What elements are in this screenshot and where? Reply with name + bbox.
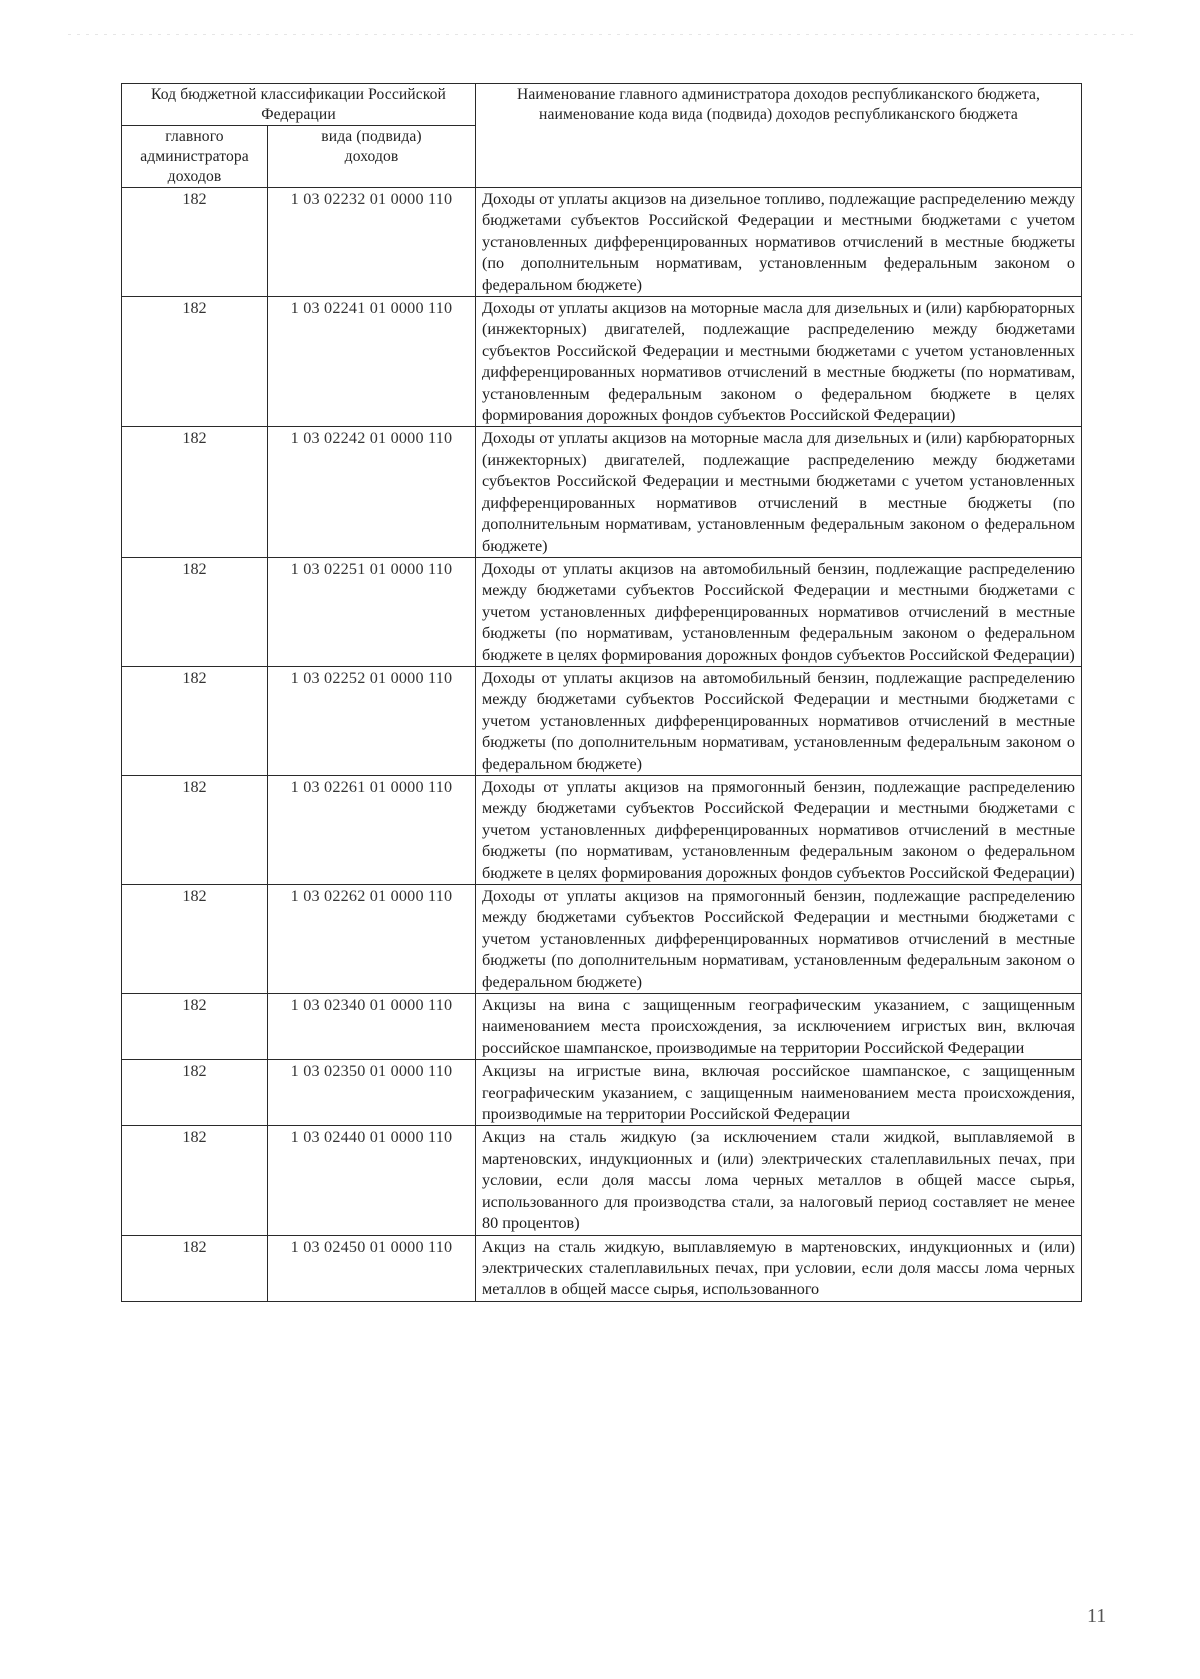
table-row xyxy=(122,557,1082,666)
page-number: 11 xyxy=(1087,1605,1107,1627)
header-kbk-group: Код бюджетной классификации Российской Федерации xyxy=(122,84,476,126)
revenue-code-cell: 1 03 02261 01 0000 110 xyxy=(268,775,476,884)
revenue-name-cell: Доходы от уплаты акцизов на прямогонный бензин, подлежащие распределению между бюджетами субъектов Российской Федерации и местными бюджетами с учетом установленных дифференцированных нормативов отчислений в местные бюджеты (по нормативам, установленным федеральным законом о федеральном бюджете в целях формирования дорожных фондов субъектов Российской Федерации) xyxy=(476,775,1082,884)
table-row xyxy=(122,188,1082,297)
revenue-name-cell: Доходы от уплаты акцизов на дизельное топливо, подлежащие распределению между бюджетами субъектов Российской Федерации и местными бюджетами с учетом установленных дифференцированных нормативов отчислений в местные бюджеты (по дополнительным нормативам, установленным федеральным законом о федеральном бюджете) xyxy=(476,188,1082,297)
revenue-code-cell: 1 03 02440 01 0000 110 xyxy=(268,1126,476,1235)
admin-code-cell: 182 xyxy=(122,297,268,427)
revenue-code-cell: 1 03 02241 01 0000 110 xyxy=(268,297,476,427)
admin-code-cell: 182 xyxy=(122,188,268,297)
revenue-name-cell: Акцизы на игристые вина, включая российское шампанское, с защищенным географическим указанием, с защищенным наименованием места происхождения, производимые на территории Российской Федерации xyxy=(476,1060,1082,1126)
table-row xyxy=(122,427,1082,557)
table-row xyxy=(122,885,1082,994)
header-name-column: Наименование главного администратора доходов республиканского бюджета, наименование кода вида (подвида) доходов республиканского бюджета xyxy=(476,84,1082,188)
revenue-code-cell: 1 03 02252 01 0000 110 xyxy=(268,666,476,775)
admin-code-cell: 182 xyxy=(122,1126,268,1235)
admin-code-cell: 182 xyxy=(122,666,268,775)
table-row xyxy=(122,666,1082,775)
revenue-code-cell: 1 03 02242 01 0000 110 xyxy=(268,427,476,557)
revenue-name-cell: Акцизы на вина с защищенным географическим указанием, с защищенным наименованием места происхождения, за исключением игристых вин, включая российское шампанское, производимые на территории Российской Федерации xyxy=(476,994,1082,1060)
admin-code-cell: 182 xyxy=(122,1060,268,1126)
revenue-code-cell: 1 03 02262 01 0000 110 xyxy=(268,885,476,994)
table-body xyxy=(122,188,1082,1302)
admin-code-cell: 182 xyxy=(122,557,268,666)
admin-code-cell: 182 xyxy=(122,775,268,884)
admin-code-cell: 182 xyxy=(122,994,268,1060)
table-row xyxy=(122,1235,1082,1301)
revenue-name-cell: Доходы от уплаты акцизов на моторные масла для дизельных и (или) карбюраторных (инжекторных) двигателей, подлежащие распределению между бюджетами субъектов Российской Федерации и местными бюджетами с учетом установленных дифференцированных нормативов отчислений в местные бюджеты (по нормативам, установленным федеральным законом о федеральном бюджете в целях формирования дорожных фондов субъектов Российской Федерации) xyxy=(476,297,1082,427)
table-row xyxy=(122,994,1082,1060)
revenue-name-cell: Акциз на сталь жидкую (за исключением стали жидкой, выплавляемой в мартеновских, индукционных и (или) электрических сталеплавильных печах, при условии, если доля массы лома черных металлов в общей массе сырья, использованного для производства стали, за налоговый период составляет не менее 80 процентов) xyxy=(476,1126,1082,1235)
revenue-code-cell: 1 03 02450 01 0000 110 xyxy=(268,1235,476,1301)
revenue-code-cell: 1 03 02232 01 0000 110 xyxy=(268,188,476,297)
revenue-code-cell: 1 03 02340 01 0000 110 xyxy=(268,994,476,1060)
admin-code-cell: 182 xyxy=(122,1235,268,1301)
revenue-name-cell: Доходы от уплаты акцизов на моторные масла для дизельных и (или) карбюраторных (инжекторных) двигателей, подлежащие распределению между бюджетами субъектов Российской Федерации и местными бюджетами с учетом установленных дифференцированных нормативов отчислений в местные бюджеты (по дополнительным нормативам, установленным федеральным законом о федеральном бюджете) xyxy=(476,427,1082,557)
table-row xyxy=(122,775,1082,884)
revenue-name-cell: Доходы от уплаты акцизов на автомобильный бензин, подлежащие распределению между бюджетами субъектов Российской Федерации и местными бюджетами с учетом установленных дифференцированных нормативов отчислений в местные бюджеты (по дополнительным нормативам, установленным федеральным законом о федеральном бюджете) xyxy=(476,666,1082,775)
scan-artifact xyxy=(68,34,1138,35)
header-type-column: вида (подвида) доходов xyxy=(268,126,476,188)
revenue-name-cell: Акциз на сталь жидкую, выплавляемую в мартеновских, индукционных и (или) электрических сталеплавильных печах, при условии, если доля массы лома черных металлов в общей массе сырья, использованного xyxy=(476,1235,1082,1301)
table-row xyxy=(122,297,1082,427)
table-row xyxy=(122,1126,1082,1235)
budget-classification-table xyxy=(121,83,1082,1302)
header-admin-column: главного администратора доходов xyxy=(122,126,268,188)
revenue-name-cell: Доходы от уплаты акцизов на прямогонный бензин, подлежащие распределению между бюджетами субъектов Российской Федерации и местными бюджетами с учетом установленных дифференцированных нормативов отчислений в местные бюджеты (по дополнительным нормативам, установленным федеральным законом о федеральном бюджете) xyxy=(476,885,1082,994)
admin-code-cell: 182 xyxy=(122,427,268,557)
table-header xyxy=(122,84,1082,188)
revenue-name-cell: Доходы от уплаты акцизов на автомобильный бензин, подлежащие распределению между бюджетами субъектов Российской Федерации и местными бюджетами с учетом установленных дифференцированных нормативов отчислений в местные бюджеты (по нормативам, установленным федеральным законом о федеральном бюджете в целях формирования дорожных фондов субъектов Российской Федерации) xyxy=(476,557,1082,666)
revenue-code-cell: 1 03 02350 01 0000 110 xyxy=(268,1060,476,1126)
revenue-code-cell: 1 03 02251 01 0000 110 xyxy=(268,557,476,666)
admin-code-cell: 182 xyxy=(122,885,268,994)
table-row xyxy=(122,1060,1082,1126)
